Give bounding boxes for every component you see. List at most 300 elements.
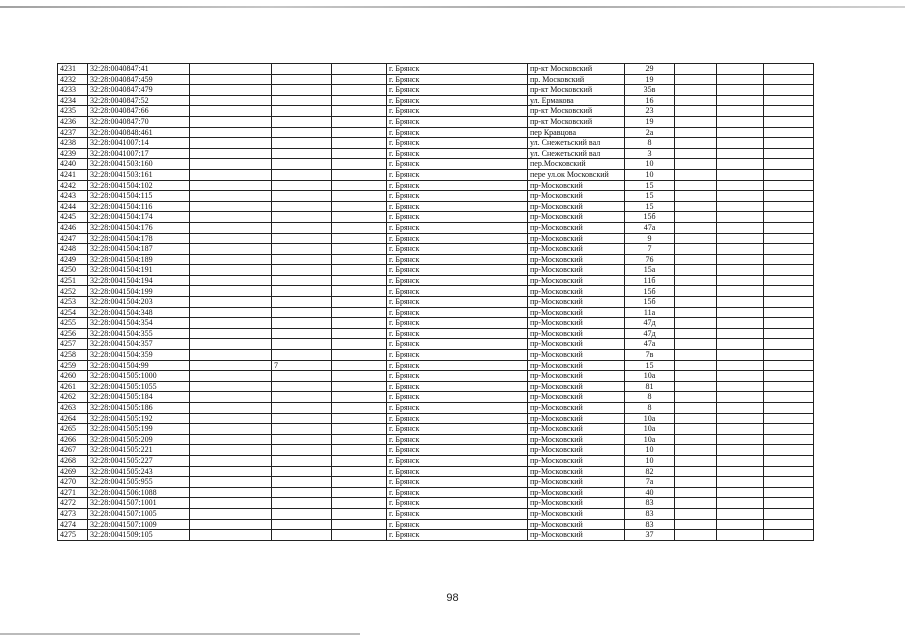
empty-cell [717, 265, 764, 276]
house-number-cell: 83 [625, 519, 675, 530]
extra-cell [272, 169, 332, 180]
extra-cell [272, 85, 332, 96]
empty-cell [764, 466, 814, 477]
table-row [58, 169, 814, 180]
empty-cell [764, 339, 814, 350]
street-cell: пр-Московский [528, 519, 625, 530]
empty-cell [332, 191, 387, 202]
street-cell: пр-Московский [528, 360, 625, 371]
empty-cell [675, 116, 717, 127]
row-number: 4259 [58, 360, 88, 371]
table-row [58, 74, 814, 85]
empty-cell [332, 201, 387, 212]
empty-cell [675, 350, 717, 361]
empty-cell [717, 286, 764, 297]
extra-cell [272, 95, 332, 106]
empty-cell [717, 116, 764, 127]
cadastral-number: 32:28:0041504:178 [88, 233, 190, 244]
empty-cell [717, 413, 764, 424]
street-cell: пр-Московский [528, 307, 625, 318]
cadastral-number: 32:28:0041505:1055 [88, 381, 190, 392]
cadastral-number: 32:28:0041505:192 [88, 413, 190, 424]
table-row [58, 64, 814, 75]
empty-cell [717, 328, 764, 339]
extra-cell [272, 328, 332, 339]
extra-cell [272, 286, 332, 297]
row-number: 4262 [58, 392, 88, 403]
empty-cell [717, 64, 764, 75]
street-cell: пр-Московский [528, 297, 625, 308]
street-cell: пр-Московский [528, 233, 625, 244]
extra-cell [272, 201, 332, 212]
extra-cell [272, 318, 332, 329]
cadastral-number: 32:28:0041504:359 [88, 350, 190, 361]
row-number: 4237 [58, 127, 88, 138]
empty-cell [675, 413, 717, 424]
city-cell: г. Брянск [387, 254, 528, 265]
house-number-cell: 8 [625, 392, 675, 403]
extra-cell [272, 222, 332, 233]
empty-cell [675, 403, 717, 414]
extra-cell [272, 498, 332, 509]
house-number-cell: 10а [625, 371, 675, 382]
row-number: 4272 [58, 498, 88, 509]
table-row [58, 445, 814, 456]
empty-cell [190, 477, 272, 488]
empty-cell [764, 318, 814, 329]
row-number: 4243 [58, 191, 88, 202]
row-number: 4239 [58, 148, 88, 159]
row-number: 4245 [58, 212, 88, 223]
empty-cell [190, 297, 272, 308]
empty-cell [764, 498, 814, 509]
empty-cell [190, 424, 272, 435]
empty-cell [190, 244, 272, 255]
empty-cell [717, 392, 764, 403]
extra-cell [272, 106, 332, 117]
house-number-cell: 7 [625, 244, 675, 255]
cadastral-number: 32:28:0040848:461 [88, 127, 190, 138]
extra-cell [272, 519, 332, 530]
empty-cell [764, 403, 814, 414]
row-number: 4273 [58, 508, 88, 519]
cadastral-number: 32:28:0041504:191 [88, 265, 190, 276]
cadastral-number: 32:28:0041504:176 [88, 222, 190, 233]
empty-cell [717, 519, 764, 530]
cadastral-number: 32:28:0041504:174 [88, 212, 190, 223]
table-row [58, 222, 814, 233]
row-number: 4264 [58, 413, 88, 424]
empty-cell [717, 318, 764, 329]
table-row [58, 180, 814, 191]
house-number-cell: 7в [625, 350, 675, 361]
cadastral-number: 32:28:0041504:116 [88, 201, 190, 212]
table-row [58, 487, 814, 498]
row-number: 4269 [58, 466, 88, 477]
empty-cell [332, 371, 387, 382]
house-number-cell: 11б [625, 275, 675, 286]
empty-cell [675, 530, 717, 541]
house-number-cell: 15 [625, 360, 675, 371]
empty-cell [717, 148, 764, 159]
empty-cell [675, 222, 717, 233]
cadastral-number: 32:28:0040847:459 [88, 74, 190, 85]
extra-cell [272, 297, 332, 308]
empty-cell [190, 148, 272, 159]
row-number: 4241 [58, 169, 88, 180]
cadastral-number: 32:28:0041504:203 [88, 297, 190, 308]
empty-cell [675, 455, 717, 466]
city-cell: г. Брянск [387, 244, 528, 255]
row-number: 4249 [58, 254, 88, 265]
empty-cell [675, 487, 717, 498]
empty-cell [190, 339, 272, 350]
extra-cell [272, 265, 332, 276]
house-number-cell: 47д [625, 328, 675, 339]
extra-cell [272, 371, 332, 382]
empty-cell [332, 106, 387, 117]
city-cell: г. Брянск [387, 350, 528, 361]
city-cell: г. Брянск [387, 138, 528, 149]
city-cell: г. Брянск [387, 498, 528, 509]
empty-cell [190, 360, 272, 371]
empty-cell [764, 392, 814, 403]
empty-cell [332, 360, 387, 371]
house-number-cell: 10а [625, 434, 675, 445]
table-row [58, 477, 814, 488]
empty-cell [675, 519, 717, 530]
row-number: 4270 [58, 477, 88, 488]
empty-cell [717, 297, 764, 308]
empty-cell [190, 487, 272, 498]
table-row [58, 371, 814, 382]
house-number-cell: 19 [625, 116, 675, 127]
empty-cell [190, 519, 272, 530]
cadastral-number: 32:28:0041505:184 [88, 392, 190, 403]
empty-cell [332, 381, 387, 392]
empty-cell [190, 265, 272, 276]
extra-cell [272, 191, 332, 202]
register-table [57, 63, 814, 541]
empty-cell [332, 455, 387, 466]
empty-cell [190, 127, 272, 138]
empty-cell [332, 275, 387, 286]
empty-cell [764, 148, 814, 159]
street-cell: пр-Московский [528, 498, 625, 509]
table-row [58, 254, 814, 265]
empty-cell [675, 477, 717, 488]
empty-cell [332, 498, 387, 509]
street-cell: пр-Московский [528, 413, 625, 424]
empty-cell [717, 95, 764, 106]
extra-cell [272, 445, 332, 456]
row-number: 4252 [58, 286, 88, 297]
street-cell: пр-Московский [528, 180, 625, 191]
empty-cell [190, 138, 272, 149]
city-cell: г. Брянск [387, 519, 528, 530]
city-cell: г. Брянск [387, 159, 528, 170]
house-number-cell: 10а [625, 424, 675, 435]
empty-cell [764, 191, 814, 202]
empty-cell [764, 413, 814, 424]
city-cell: г. Брянск [387, 328, 528, 339]
empty-cell [717, 434, 764, 445]
table-row [58, 434, 814, 445]
table-row [58, 138, 814, 149]
street-cell: пр-Московский [528, 286, 625, 297]
empty-cell [332, 392, 387, 403]
empty-cell [332, 85, 387, 96]
empty-cell [190, 413, 272, 424]
empty-cell [190, 275, 272, 286]
cadastral-number: 32:28:0041505:199 [88, 424, 190, 435]
house-number-cell: 16 [625, 95, 675, 106]
empty-cell [764, 64, 814, 75]
empty-cell [764, 477, 814, 488]
street-cell: пр-кт Московский [528, 106, 625, 117]
house-number-cell: 10 [625, 445, 675, 456]
empty-cell [717, 508, 764, 519]
empty-cell [190, 95, 272, 106]
street-cell: пр-Московский [528, 350, 625, 361]
street-cell: пр-Московский [528, 254, 625, 265]
empty-cell [675, 191, 717, 202]
empty-cell [190, 455, 272, 466]
row-number: 4254 [58, 307, 88, 318]
cadastral-number: 32:28:0041504:348 [88, 307, 190, 318]
empty-cell [764, 180, 814, 191]
row-number: 4236 [58, 116, 88, 127]
city-cell: г. Брянск [387, 413, 528, 424]
extra-cell [272, 74, 332, 85]
house-number-cell: 8 [625, 138, 675, 149]
city-cell: г. Брянск [387, 212, 528, 223]
row-number: 4274 [58, 519, 88, 530]
empty-cell [764, 508, 814, 519]
empty-cell [717, 371, 764, 382]
cadastral-number: 32:28:0041504:187 [88, 244, 190, 255]
empty-cell [675, 286, 717, 297]
empty-cell [190, 445, 272, 456]
street-cell: пр-Московский [528, 191, 625, 202]
cadastral-number: 32:28:0040847:70 [88, 116, 190, 127]
house-number-cell: 40 [625, 487, 675, 498]
city-cell: г. Брянск [387, 339, 528, 350]
extra-cell [272, 254, 332, 265]
extra-cell [272, 487, 332, 498]
extra-cell [272, 434, 332, 445]
house-number-cell: 10 [625, 159, 675, 170]
empty-cell [764, 530, 814, 541]
table-row [58, 297, 814, 308]
table-row [58, 455, 814, 466]
row-number: 4232 [58, 74, 88, 85]
extra-cell [272, 466, 332, 477]
empty-cell [675, 328, 717, 339]
empty-cell [717, 466, 764, 477]
empty-cell [764, 265, 814, 276]
house-number-cell: 35в [625, 85, 675, 96]
city-cell: г. Брянск [387, 466, 528, 477]
table-row [58, 159, 814, 170]
row-number: 4231 [58, 64, 88, 75]
empty-cell [332, 350, 387, 361]
empty-cell [675, 265, 717, 276]
extra-cell [272, 307, 332, 318]
extra-cell [272, 233, 332, 244]
empty-cell [190, 318, 272, 329]
row-number: 4255 [58, 318, 88, 329]
empty-cell [675, 371, 717, 382]
empty-cell [190, 106, 272, 117]
cadastral-number: 32:28:0041505:1000 [88, 371, 190, 382]
table-row [58, 127, 814, 138]
empty-cell [764, 106, 814, 117]
empty-cell [332, 148, 387, 159]
empty-cell [764, 201, 814, 212]
house-number-cell: 15а [625, 265, 675, 276]
empty-cell [675, 275, 717, 286]
street-cell: пр-Московский [528, 530, 625, 541]
empty-cell [332, 434, 387, 445]
extra-cell [272, 477, 332, 488]
street-cell: пр-Московский [528, 466, 625, 477]
empty-cell [675, 307, 717, 318]
cadastral-number: 32:28:0041504:115 [88, 191, 190, 202]
empty-cell [675, 159, 717, 170]
empty-cell [190, 328, 272, 339]
table-row [58, 424, 814, 435]
empty-cell [675, 85, 717, 96]
empty-cell [190, 392, 272, 403]
street-cell: пер.Московский [528, 159, 625, 170]
empty-cell [717, 424, 764, 435]
row-number: 4268 [58, 455, 88, 466]
cadastral-number: 32:28:0041503:160 [88, 159, 190, 170]
empty-cell [332, 233, 387, 244]
table-row [58, 148, 814, 159]
empty-cell [190, 381, 272, 392]
empty-cell [190, 286, 272, 297]
row-number: 4235 [58, 106, 88, 117]
empty-cell [717, 339, 764, 350]
cadastral-number: 32:28:0040847:479 [88, 85, 190, 96]
cadastral-number: 32:28:0041506:1088 [88, 487, 190, 498]
cadastral-number: 32:28:0041505:209 [88, 434, 190, 445]
row-number: 4244 [58, 201, 88, 212]
cadastral-number: 32:28:0041504:199 [88, 286, 190, 297]
house-number-cell: 15 [625, 180, 675, 191]
empty-cell [717, 191, 764, 202]
extra-cell [272, 159, 332, 170]
empty-cell [332, 254, 387, 265]
row-number: 4275 [58, 530, 88, 541]
table-row [58, 360, 814, 371]
table-row [58, 318, 814, 329]
table-row [58, 106, 814, 117]
extra-cell [272, 403, 332, 414]
house-number-cell: 2а [625, 127, 675, 138]
empty-cell [764, 254, 814, 265]
empty-cell [675, 318, 717, 329]
table-row [58, 413, 814, 424]
city-cell: г. Брянск [387, 180, 528, 191]
empty-cell [675, 244, 717, 255]
empty-cell [717, 222, 764, 233]
empty-cell [764, 95, 814, 106]
row-number: 4240 [58, 159, 88, 170]
row-number: 4271 [58, 487, 88, 498]
empty-cell [190, 159, 272, 170]
street-cell: пр-Московский [528, 265, 625, 276]
empty-cell [332, 222, 387, 233]
cadastral-number: 32:28:0040847:52 [88, 95, 190, 106]
house-number-cell: 37 [625, 530, 675, 541]
empty-cell [190, 233, 272, 244]
empty-cell [675, 74, 717, 85]
empty-cell [764, 360, 814, 371]
empty-cell [764, 286, 814, 297]
empty-cell [190, 191, 272, 202]
empty-cell [675, 445, 717, 456]
empty-cell [764, 445, 814, 456]
street-cell: пр-Московский [528, 222, 625, 233]
empty-cell [764, 138, 814, 149]
house-number-cell: 9 [625, 233, 675, 244]
empty-cell [675, 148, 717, 159]
city-cell: г. Брянск [387, 508, 528, 519]
street-cell: ул. Снежетьский вал [528, 148, 625, 159]
empty-cell [675, 233, 717, 244]
scan-artifact-top [0, 6, 905, 8]
empty-cell [332, 212, 387, 223]
empty-cell [717, 477, 764, 488]
empty-cell [332, 328, 387, 339]
empty-cell [675, 169, 717, 180]
empty-cell [332, 466, 387, 477]
empty-cell [764, 434, 814, 445]
empty-cell [675, 64, 717, 75]
house-number-cell: 19 [625, 74, 675, 85]
house-number-cell: 82 [625, 466, 675, 477]
empty-cell [332, 127, 387, 138]
empty-cell [675, 434, 717, 445]
extra-cell [272, 381, 332, 392]
row-number: 4263 [58, 403, 88, 414]
row-number: 4247 [58, 233, 88, 244]
empty-cell [764, 328, 814, 339]
extra-cell [272, 116, 332, 127]
cadastral-number: 32:28:0041504:357 [88, 339, 190, 350]
empty-cell [190, 64, 272, 75]
street-cell: пр-Московский [528, 244, 625, 255]
street-cell: пр-Московский [528, 275, 625, 286]
house-number-cell: 47а [625, 339, 675, 350]
city-cell: г. Брянск [387, 191, 528, 202]
empty-cell [675, 392, 717, 403]
empty-cell [764, 212, 814, 223]
city-cell: г. Брянск [387, 201, 528, 212]
empty-cell [717, 85, 764, 96]
cadastral-number: 32:28:0041505:186 [88, 403, 190, 414]
table-row [58, 498, 814, 509]
table-row [58, 201, 814, 212]
empty-cell [332, 244, 387, 255]
row-number: 4253 [58, 297, 88, 308]
empty-cell [675, 339, 717, 350]
empty-cell [190, 498, 272, 509]
city-cell: г. Брянск [387, 360, 528, 371]
